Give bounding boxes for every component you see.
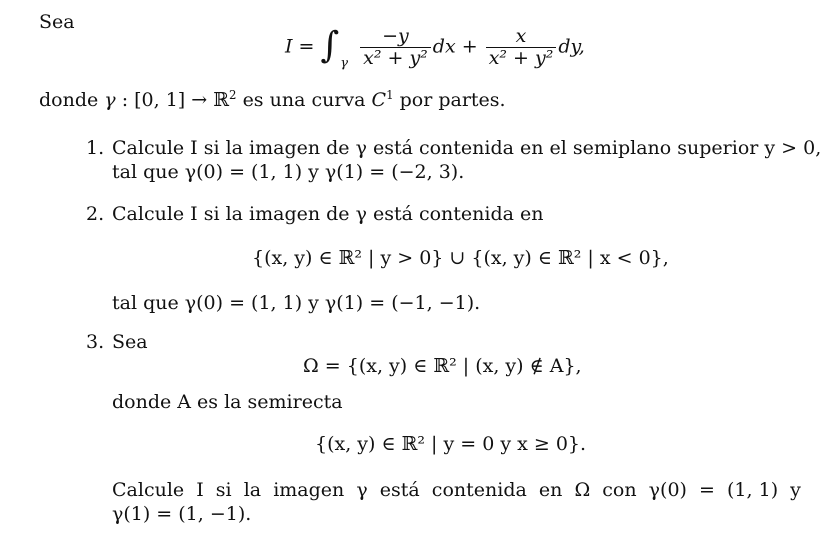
integral-subscript: γ — [340, 55, 349, 71]
item-1-label: 1. — [86, 137, 105, 159]
integral-dy: dy, — [558, 35, 585, 58]
integral-lhs: I = — [285, 35, 315, 58]
item-3-label: 3. — [86, 331, 105, 353]
donde-end: por partes. — [399, 89, 506, 111]
item-1-line-1: Calcule I si la imagen de γ está contenida en el semiplano superior y > 0, — [112, 137, 821, 159]
fraction-2-numerator: x — [486, 26, 557, 48]
fraction-2 — [486, 26, 557, 69]
donde-suffix: es una curva — [242, 89, 366, 111]
intro-sea: Sea — [39, 11, 75, 33]
integral-sign-icon: ∫ — [320, 25, 340, 66]
item-2-line-1: Calcule I si la imagen de γ está contenida en — [112, 203, 544, 225]
integral-display — [285, 26, 585, 71]
item-3-display-2: {(x, y) ∈ ℝ² | y = 0 y x ≥ 0}. — [315, 433, 587, 455]
item-2-display: {(x, y) ∈ ℝ² | y > 0} ∪ {(x, y) ∈ ℝ² | x < 0}, — [252, 247, 669, 269]
fraction-2-denominator: x² + y² — [488, 47, 554, 70]
fraction-1-numerator: −y — [360, 26, 431, 48]
item-2-line-2: tal que γ(0) = (1, 1) y γ(1) = (−1, −1). — [112, 292, 481, 314]
item-3-line-4: γ(1) = (1, −1). — [112, 503, 252, 525]
integral-dx: dx + — [432, 35, 478, 58]
donde-prefix: donde — [39, 89, 99, 111]
item-3-display-1: Ω = {(x, y) ∈ ℝ² | (x, y) ∉ A}, — [303, 355, 582, 377]
fraction-1-denominator: x² + y² — [363, 47, 428, 70]
item-3-line-3: Calcule I si la imagen γ está contenida en Ω con γ(0) = (1, 1) y — [112, 479, 801, 501]
fraction-1 — [360, 26, 431, 69]
item-1-line-2: tal que γ(0) = (1, 1) y γ(1) = (−2, 3). — [112, 161, 465, 183]
item-3-line-1: Sea — [112, 331, 148, 353]
item-3-line-2: donde A es la semirecta — [112, 391, 343, 413]
item-2-label: 2. — [86, 203, 105, 225]
intro-donde-line: donde γ : [0, 1] → ℝ$^2$ es una curva $C^1$ por partes. — [39, 87, 506, 111]
